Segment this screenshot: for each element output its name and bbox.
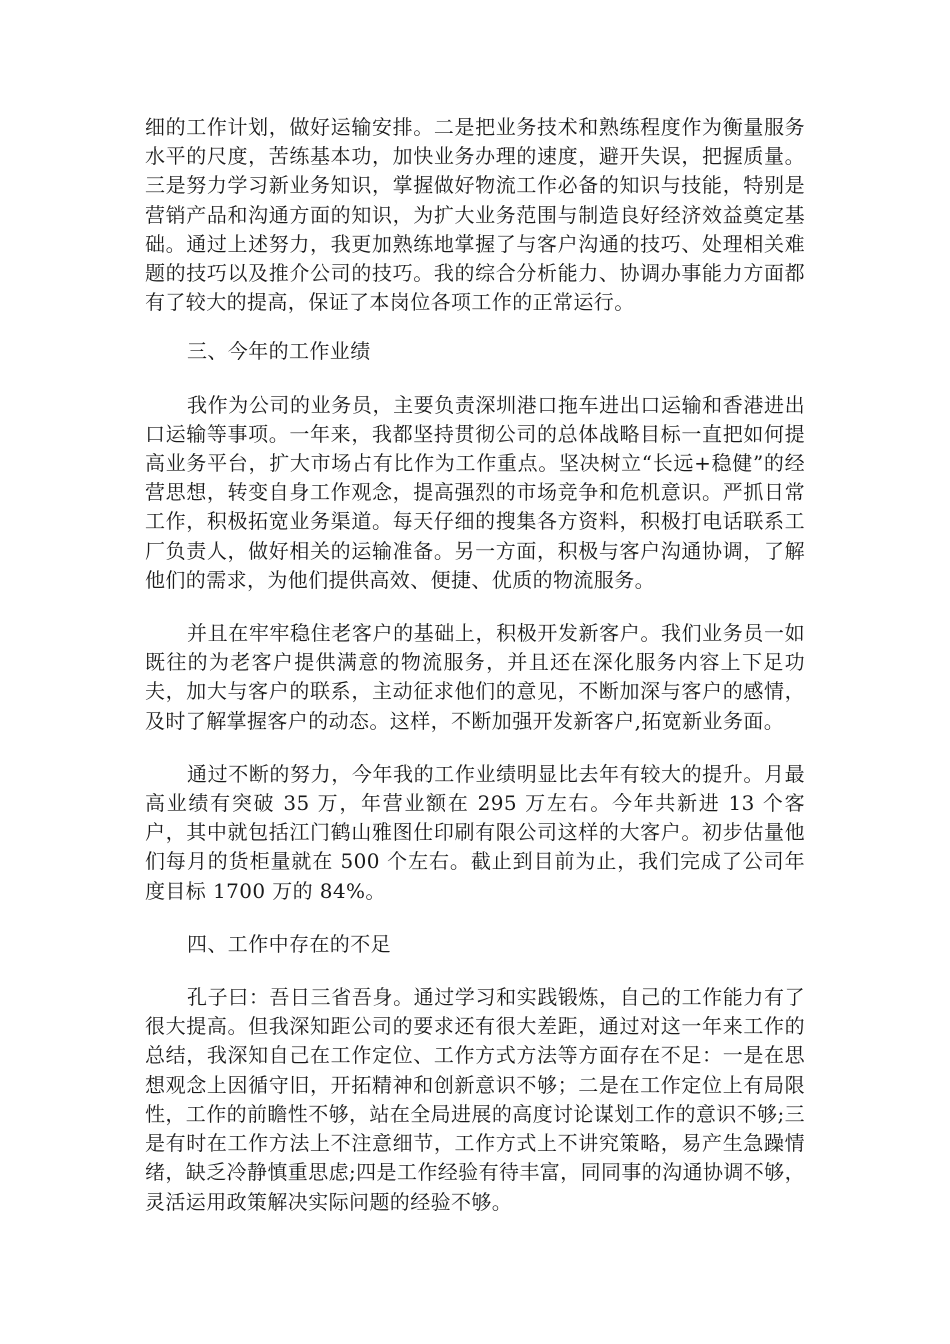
- spacer: [145, 906, 805, 930]
- document-page: [145, 113, 805, 1217]
- spacer: [145, 317, 805, 337]
- spacer: [145, 736, 805, 760]
- spacer: [145, 959, 805, 983]
- paragraph-work-1: 我作为公司的业务员，主要负责深圳港口拖车进出口运输和香港进出口运输等事项。一年来，我都坚持贯彻公司的总体战略目标一直把如何提高业务平台，扩大市场占有比作为工作重点。坚决树立“长远+稳健”的经营思想，转变自身工作观念，提高强烈的市场竞争和危机意识。严抓日常工作，积极拓宽业务渠道。每天仔细的搜集各方资料，积极打电话联系工厂负责人，做好相关的运输准备。另一方面，积极与客户沟通协调，了解他们的需求，为他们提供高效、便捷、优质的物流服务。: [145, 392, 805, 592]
- paragraph-work-3: 通过不断的努力，今年我的工作业绩明显比去年有较大的提升。月最高业绩有突破 35 万，年营业额在 295 万左右。今年共新进 13 个客户，其中就包括江门鹤山雅图仕印刷有限公司这样的大客户。初步估量他们每月的货柜量就在 500 个左右。截止到目前为止，我们完成了公司年度目标 1700 万的 84%。: [145, 761, 805, 903]
- paragraph-continuation: 细的工作计划，做好运输安排。二是把业务技术和熟练程度作为衡量服务水平的尺度，苦练基本功，加快业务办理的速度，避开失误，把握质量。三是努力学习新业务知识，掌握做好物流工作必备的知识与技能，特别是营销产品和沟通方面的知识，为扩大业务范围与制造良好经济效益奠定基础。通过上述努力，我更加熟练地掌握了与客户沟通的技巧、处理相关难题的技巧以及推介公司的技巧。我的综合分析能力、协调办事能力方面都有了较大的提高，保证了本岗位各项工作的正常运行。: [145, 115, 805, 315]
- spacer: [145, 367, 805, 391]
- section-heading-3: 三、今年的工作业绩: [187, 339, 371, 364]
- spacer: [145, 595, 805, 619]
- paragraph-shortfall: 孔子曰：吾日三省吾身。通过学习和实践锻炼，自己的工作能力有了很大提高。但我深知距公司的要求还有很大差距，通过对这一年来工作的总结，我深知自己在工作定位、工作方式方法等方面存在不足：一是在思想观念上因循守旧，开拓精神和创新意识不够；二是在工作定位上有局限性，工作的前瞻性不够，站在全局进展的高度讨论谋划工作的意识不够;三是有时在工作方法上不注意细节，工作方式上不讲究策略，易产生急躁情绪，缺乏冷静慎重思虑;四是工作经验有待丰富，同同事的沟通协调不够，灵活运用政策解决实际问题的经验不够。: [145, 985, 805, 1214]
- section-heading-4: 四、工作中存在的不足: [187, 931, 391, 956]
- paragraph-work-2: 并且在牢牢稳住老客户的基础上，积极开发新客户。我们业务员一如既往的为老客户提供满意的物流服务，并且还在深化服务内容上下足功夫，加大与客户的联系，主动征求他们的意见，不断加深与客户的感情，及时了解掌握客户的动态。这样，不断加强开发新客户,拓宽新业务面。: [145, 621, 805, 733]
